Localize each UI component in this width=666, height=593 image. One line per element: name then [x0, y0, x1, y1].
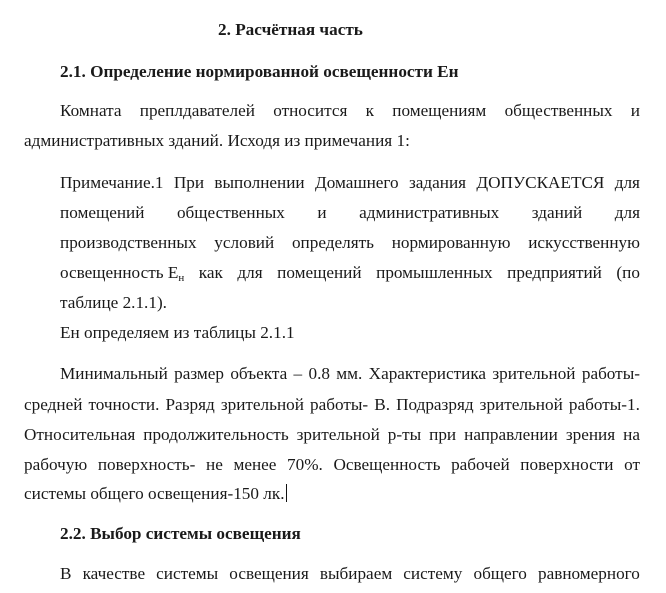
characteristics-line-2 — [24, 394, 640, 416]
characteristics-line-4-word: 70%. — [287, 455, 323, 474]
note-line-2 — [60, 202, 640, 224]
note-line-1-word: Домашнего — [314, 173, 399, 192]
system-line-1-word: системы — [156, 564, 219, 583]
characteristics-line-2-word: средней — [24, 395, 83, 414]
characteristics-line-4-word: от — [624, 455, 640, 474]
note-line-3-word: производственных — [60, 233, 197, 252]
characteristics-line-4-word: не — [206, 455, 223, 474]
note-line-3-word: определять — [291, 233, 374, 252]
note-line-4-words-word: для — [237, 263, 263, 282]
note-line-4 — [60, 262, 640, 286]
system-line-1-word: равномерного — [537, 564, 640, 583]
note-line-4-words-word: промышленных — [376, 263, 493, 282]
characteristics-line-4-word: менее — [233, 455, 277, 474]
note-line-4-words-word: как — [198, 263, 223, 282]
characteristics-line-1-word: размер — [174, 364, 224, 383]
subsection-1-title: 2.1. Определение нормированной освещенности Ен — [60, 62, 459, 81]
intro-line-2: административных зданий. Исходя из примечания 1: — [24, 131, 410, 150]
note-line-4-start: освещенность Eн — [60, 263, 185, 284]
note-line-3-word: условий — [214, 233, 275, 252]
intro-line-1-word: помещениям — [392, 101, 487, 120]
note-line-1-word: При — [173, 173, 205, 192]
characteristics-line-1-word: работы- — [581, 364, 640, 383]
characteristics-line-4 — [24, 454, 640, 476]
characteristics-line-3-word: р-ты — [387, 425, 422, 444]
characteristics-line-1 — [60, 363, 640, 385]
note-line-4-words-word: (по — [616, 263, 640, 282]
characteristics-line-2-word: зрительной — [220, 395, 304, 414]
intro-line-1-word: общественных — [504, 101, 613, 120]
note-line-3-word: нормированную — [391, 233, 511, 252]
note-line-1 — [60, 172, 640, 194]
characteristics-line-1-word: зрительной — [492, 364, 576, 383]
characteristics-line-1-word: – — [293, 364, 303, 383]
note-line-2-word: для — [614, 203, 640, 222]
system-line-1-word: качестве — [82, 564, 146, 583]
note-line-2-word: помещений — [60, 203, 145, 222]
note-line-1-word: ДОПУСКАЕТСЯ — [476, 173, 605, 192]
characteristics-line-4-word: рабочей — [451, 455, 510, 474]
text-cursor — [286, 484, 287, 502]
characteristics-line-1-word: 0.8 — [308, 364, 330, 383]
intro-line-1-word: преплдавателей — [139, 101, 255, 120]
note-line-6: Ен определяем из таблицы 2.1.1 — [60, 323, 295, 342]
note-line-1-word: Примечание.1 — [60, 173, 164, 192]
system-line-1-word: общего — [473, 564, 527, 583]
system-line-1-word: выбираем — [319, 564, 393, 583]
intro-line-1-word: Комната — [60, 101, 122, 120]
note-line-1-word: задания — [408, 173, 467, 192]
characteristics-line-5: системы общего освещения-150 лк. — [24, 484, 285, 503]
characteristics-line-4-word: Освещенность — [333, 455, 441, 474]
characteristics-line-1-word: мм. — [336, 364, 363, 383]
note-line-4-words-word: предприятий — [507, 263, 602, 282]
note-line-3-word: искусственную — [528, 233, 640, 252]
characteristics-line-1-word: Минимальный — [60, 364, 168, 383]
section-title: 2. Расчётная часть — [218, 20, 363, 39]
note-line-2-word: общественных — [176, 203, 285, 222]
note-line-2-word: и — [317, 203, 327, 222]
characteristics-line-4-word: рабочую — [24, 455, 88, 474]
characteristics-line-3-word: Относительная — [24, 425, 136, 444]
characteristics-line-3-word: зрительной — [296, 425, 380, 444]
characteristics-line-2-word: работы-1. — [568, 395, 640, 414]
note-line-1-word: для — [614, 173, 640, 192]
system-line-1-word: В — [60, 564, 72, 583]
characteristics-line-2-word: Подразряд — [396, 395, 474, 414]
note-line-5: таблице 2.1.1). — [60, 293, 167, 312]
characteristics-line-4-word: поверхность- — [97, 455, 196, 474]
intro-line-1 — [60, 100, 640, 122]
characteristics-line-2-word: В. — [374, 395, 390, 414]
note-line-2-word: административных — [359, 203, 500, 222]
intro-line-1-word: и — [630, 101, 640, 120]
intro-line-1-word: к — [365, 101, 375, 120]
note-line-4-words-word: помещений — [277, 263, 362, 282]
characteristics-line-2-word: Разряд — [165, 395, 215, 414]
note-line-2-word: зданий — [531, 203, 583, 222]
subsection-2-title: 2.2. Выбор системы освещения — [60, 524, 301, 543]
intro-line-1-word: относится — [273, 101, 348, 120]
characteristics-line-3-word: направлении — [464, 425, 558, 444]
characteristics-line-1-word: объекта — [230, 364, 288, 383]
characteristics-line-3-word: на — [623, 425, 640, 444]
system-line-1-word: освещения — [229, 564, 309, 583]
characteristics-line-2-word: зрительной — [479, 395, 563, 414]
characteristics-line-3-word: продолжительность — [143, 425, 289, 444]
characteristics-line-1-word: Характеристика — [368, 364, 487, 383]
system-line-1-word: систему — [403, 564, 463, 583]
characteristics-line-3-word: при — [429, 425, 457, 444]
system-line-1 — [60, 563, 640, 585]
characteristics-line-3-word: зрения — [565, 425, 616, 444]
characteristics-line-4-word: поверхности — [520, 455, 614, 474]
note-line-3 — [60, 232, 640, 254]
characteristics-line-2-word: точности. — [88, 395, 160, 414]
note-line-1-word: выполнении — [214, 173, 305, 192]
characteristics-line-2-word: работы- — [310, 395, 369, 414]
characteristics-line-3 — [24, 424, 640, 446]
